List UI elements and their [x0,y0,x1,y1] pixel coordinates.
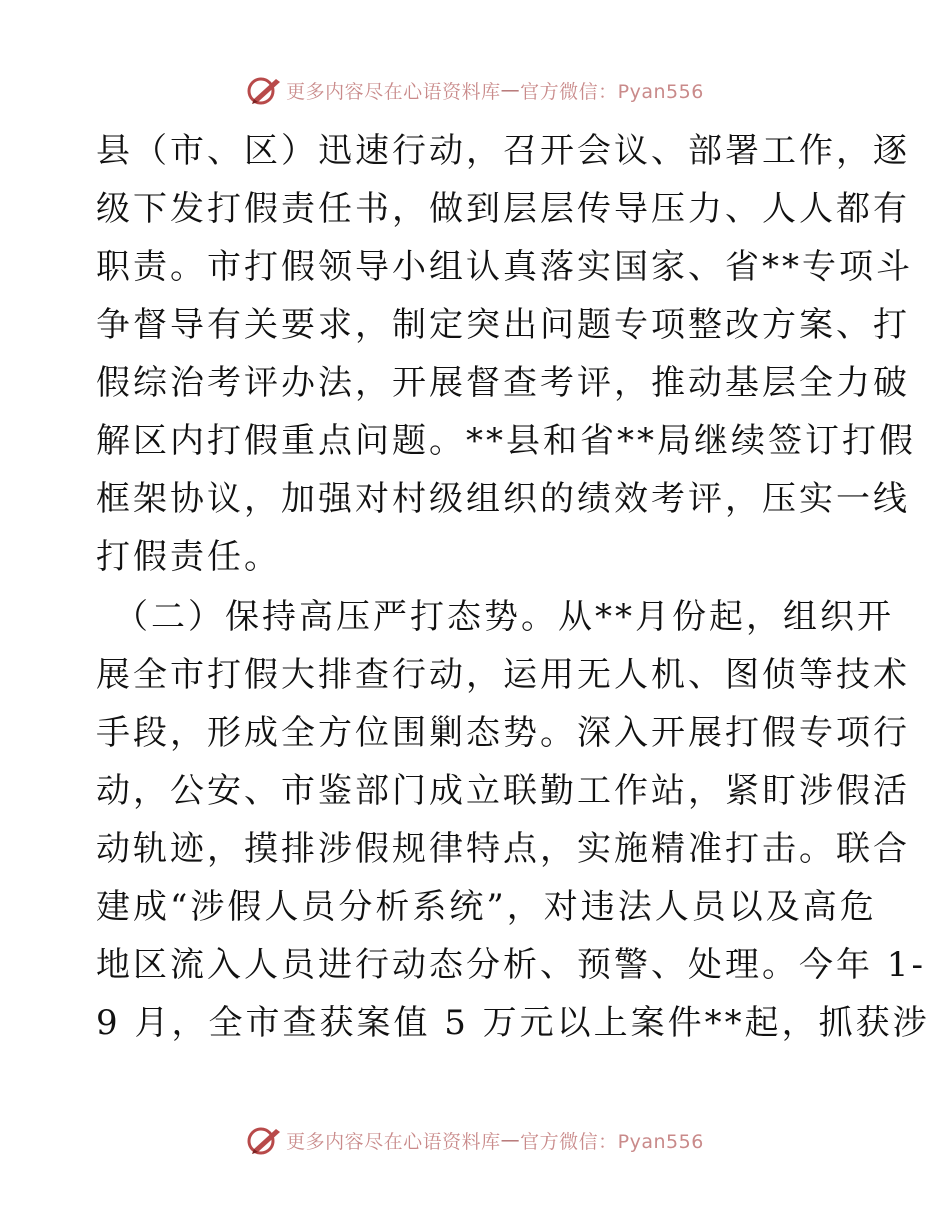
text-line: 9 月，全市查获案值 5 万元以上案件**起，抓获涉 [96,1003,930,1043]
text-line: 争督导有关要求，制定突出问题专项整改方案、打 [96,305,910,345]
watermark-main-text: 更多内容尽在心语资料库 [286,80,501,103]
pen-logo-icon [246,1123,284,1157]
text-line: 职责。市打假领导小组认真落实国家、省**专项斗 [96,247,913,287]
text-line: 级下发打假责任书，做到层层传导压力、人人都有 [96,189,910,229]
watermark-wechat-text: 官方微信：Pyan556 [520,1130,704,1153]
text-line: 打假责任。 [96,537,281,577]
text-line: 框架协议，加强对村级组织的绩效考评，压实一线 [96,479,910,519]
footer-watermark [0,1120,950,1160]
watermark-separator: — [500,1129,521,1151]
text-line: 动，公安、市鉴部门成立联勤工作站，紧盯涉假活 [96,771,910,811]
text-line: 假综治考评办法，开展督查考评，推动基层全力破 [96,363,910,403]
text-line: 地区流入人员进行动态分析、预警、处理。今年 1- [96,945,926,985]
text-line: 展全市打假大排查行动，运用无人机、图侦等技术 [96,655,910,695]
paragraph-2 [96,588,930,1052]
header-watermark [0,70,950,110]
text-line: 解区内打假重点问题。**县和省**局继续签订打假 [96,421,916,461]
text-line: 县（市、区）迅速行动，召开会议、部署工作，逐 [96,131,910,171]
document-body [96,122,930,1052]
watermark-separator: — [500,79,521,101]
paragraph-1 [96,122,916,586]
pen-logo-icon [246,73,284,107]
watermark-wechat-text: 官方微信：Pyan556 [520,80,704,103]
watermark-main-text: 更多内容尽在心语资料库 [286,1130,501,1153]
text-line: 动轨迹，摸排涉假规律特点，实施精准打击。联合 [96,829,910,869]
text-line: 建成“涉假人员分析系统”，对违法人员以及高危 [96,887,877,927]
text-line: （二）保持高压严打态势。从**月份起，组织开 [114,597,894,637]
text-line: 手段，形成全方位围剿态势。深入开展打假专项行 [96,713,910,753]
